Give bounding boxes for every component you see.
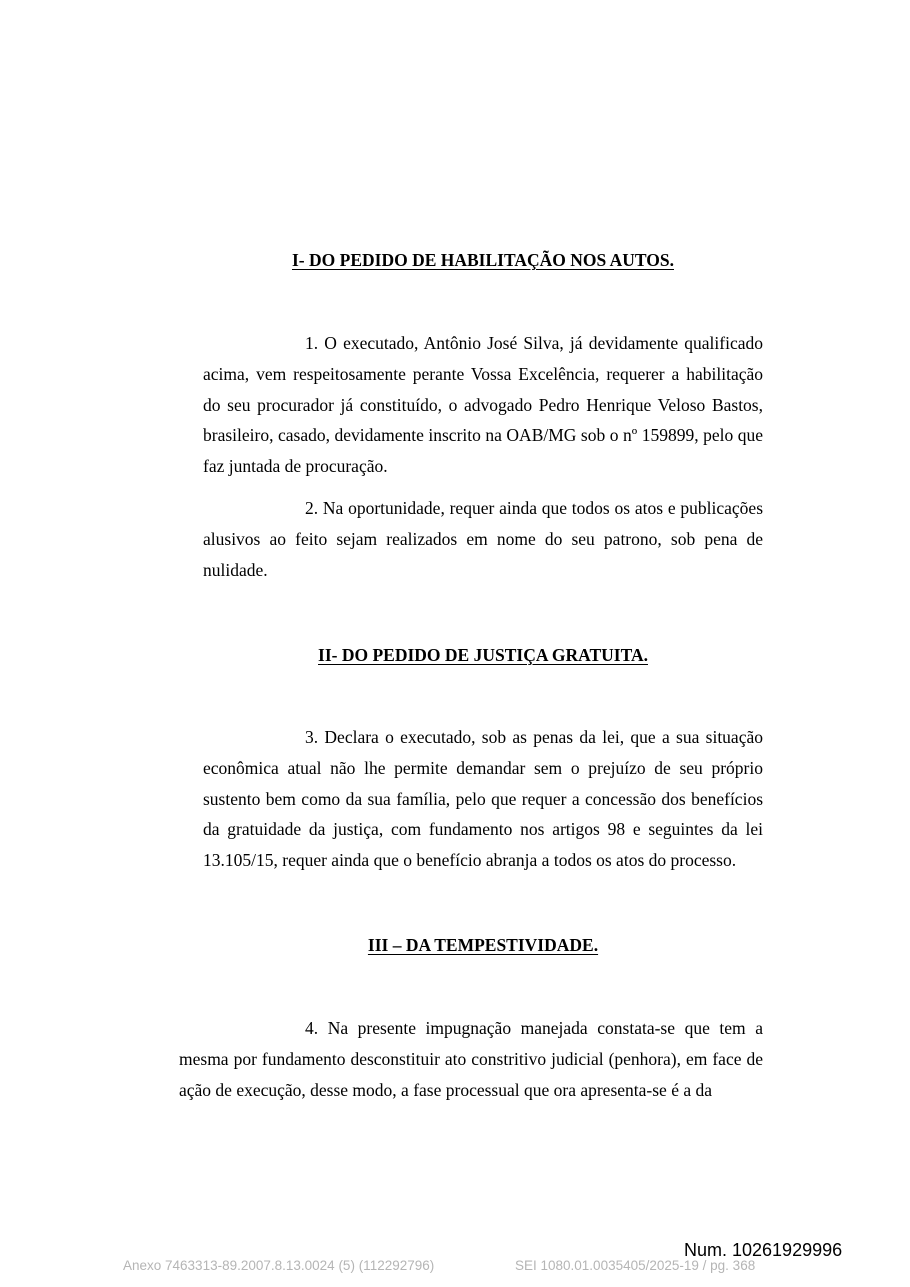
paragraph-2: 2. Na oportunidade, requer ainda que todos os atos e publicações alusivos ao feito sejam realizados em nome do seu patrono, sob pena de nulidade. <box>203 498 763 580</box>
footer-sei-page: SEI 1080.01.0035405/2025-19 / pg. 368 <box>515 1258 756 1273</box>
paragraph-4: 4. Na presente impugnação manejada constata-se que tem a mesma por fundamento desconstituir ato constritivo judicial (penhora), em face de ação de execução, desse modo, a fase processual que ora apresenta-se é a da <box>179 1018 763 1100</box>
section-heading-habilitacao: I- DO PEDIDO DE HABILITAÇÃO NOS AUTOS. <box>292 250 674 270</box>
document-number: Num. 10261929996 <box>684 1240 843 1260</box>
footer-annex: Anexo 7463313-89.2007.8.13.0024 (5) (112292796) <box>123 1258 435 1273</box>
paragraph-3: 3. Declara o executado, sob as penas da lei, que a sua situação econômica atual não lhe permite demandar sem o prejuízo de seu próprio sustento bem como da sua família, pelo que requer a concessão dos benefícios da gratuidade da justiça, com fundamento nos artigos 98 e seguintes da lei 13.105/15, requer ainda que o benefício abranja a todos os atos do processo. <box>203 727 763 871</box>
paragraph-1: 1. O executado, Antônio José Silva, já devidamente qualificado acima, vem respeitosamente perante Vossa Excelência, requerer a habilitação do seu procurador já constituído, o advogado Pedro Henrique Veloso Bastos, brasileiro, casado, devidamente inscrito na OAB/MG sob o nº 159899, pelo que faz juntada de procuração. <box>203 333 763 477</box>
section-heading-justica-gratuita: II- DO PEDIDO DE JUSTIÇA GRATUITA. <box>318 645 648 665</box>
section-heading-tempestividade: III – DA TEMPESTIVIDADE. <box>367 935 599 955</box>
